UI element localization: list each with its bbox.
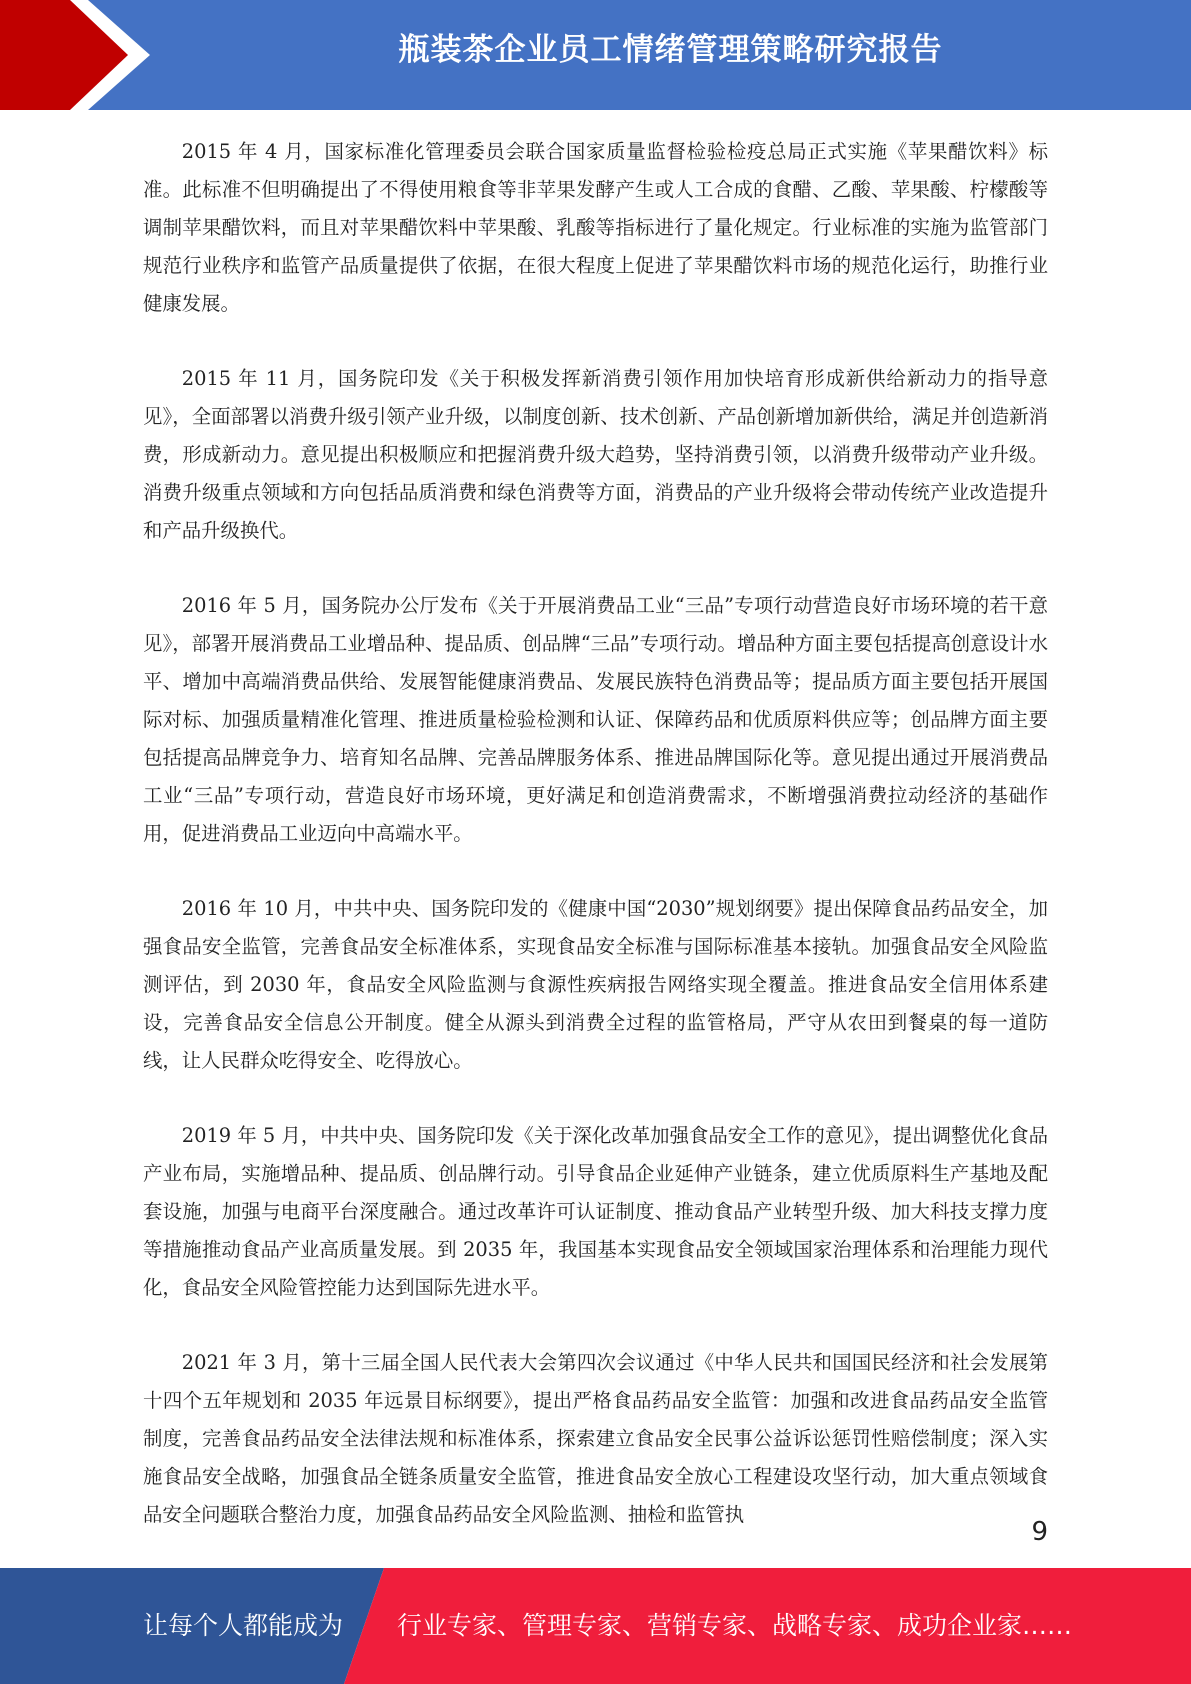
paragraph: 2016 年 10 月，中共中央、国务院印发的《健康中国“2030”规划纲要》提出保障食品药品安全，加强食品安全监管，完善食品安全标准体系，实现食品安全标准与国际标准基本接轨。加强食品安全风险监测评估，到 2030 年，食品安全风险监测与食源性疾病报告网络实现全覆盖。推进食品安全信用体系建设，完善食品安全信息公开制度。健全从源头到消费全过程的监管格局，严守从农田到餐桌的每一道防线，让人民群众吃得安全、吃得放心。 <box>143 897 1048 1072</box>
page-footer <box>0 1568 1191 1684</box>
document-body <box>143 133 1048 1571</box>
paragraph: 2016 年 5 月，国务院办公厅发布《关于开展消费品工业“三品”专项行动营造良好市场环境的若干意见》，部署开展消费品工业增品种、提品质、创品牌“三品”专项行动。增品种方面主要包括提高创意设计水平、增加中高端消费品供给、发展智能健康消费品、发展民族特色消费品等；提品质方面主要包括开展国际对标、加强质量精准化管理、推进质量检验检测和认证、保障药品和优质原料供应等；创品牌方面主要包括提高品牌竞争力、培育知名品牌、完善品牌服务体系、推进品牌国际化等。意见提出通过开展消费品工业“三品”专项行动，营造良好市场环境，更好满足和创造消费需求，不断增强消费拉动经济的基础作用，促进消费品工业迈向中高端水平。 <box>143 594 1048 845</box>
paragraph: 2019 年 5 月，中共中央、国务院印发《关于深化改革加强食品安全工作的意见》，提出调整优化食品产业布局，实施增品种、提品质、创品牌行动。引导食品企业延伸产业链条，建立优质原料生产基地及配套设施，加强与电商平台深度融合。通过改革许可认证制度、推动食品产业转型升级、加大科技支撑力度等措施推动食品产业高质量发展。到 2035 年，我国基本实现食品安全领域国家治理体系和治理能力现代化，食品安全风险管控能力达到国际先进水平。 <box>143 1124 1048 1299</box>
footer-slogan-right: 行业专家、管理专家、营销专家、战略专家、成功企业家…… <box>397 1611 1073 1640</box>
page-number: 9 <box>1031 1517 1048 1547</box>
paragraph: 2015 年 4 月，国家标准化管理委员会联合国家质量监督检验检疫总局正式实施《苹果醋饮料》标准。此标准不但明确提出了不得使用粮食等非苹果发酵产生或人工合成的食醋、乙酸、苹果酸、柠檬酸等调制苹果醋饮料，而且对苹果醋饮料中苹果酸、乳酸等指标进行了量化规定。行业标准的实施为监管部门规范行业秩序和监管产品质量提供了依据，在很大程度上促进了苹果醋饮料市场的规范化运行，助推行业健康发展。 <box>143 140 1048 315</box>
paragraph: 2021 年 3 月，第十三届全国人民代表大会第四次会议通过《中华人民共和国国民经济和社会发展第十四个五年规划和 2035 年远景目标纲要》，提出严格食品药品安全监管：加强和改进食品药品安全监管制度，完善食品药品安全法律法规和标准体系，探索建立食品安全民事公益诉讼惩罚性赔偿制度；深入实施食品安全战略，加强食品全链条质量安全监管，推进食品安全放心工程建设攻坚行动，加大重点领域食品安全问题联合整治力度，加强食品药品安全风险监测、抽检和监管执 <box>143 1351 1048 1526</box>
page-title: 瓶装茶企业员工情绪管理策略研究报告 <box>398 32 943 68</box>
footer-slogan-left: 让每个人都能成为 <box>143 1611 344 1640</box>
page-header <box>0 0 1191 110</box>
chevron-arrow-icon <box>0 0 160 110</box>
paragraph: 2015 年 11 月，国务院印发《关于积极发挥新消费引领作用加快培育形成新供给新动力的指导意见》，全面部署以消费升级引领产业升级，以制度创新、技术创新、产品创新增加新供给，满足并创造新消费，形成新动力。意见提出积极顺应和把握消费升级大趋势，坚持消费引领，以消费升级带动产业升级。消费升级重点领域和方向包括品质消费和绿色消费等方面，消费品的产业升级将会带动传统产业改造提升和产品升级换代。 <box>143 367 1048 542</box>
